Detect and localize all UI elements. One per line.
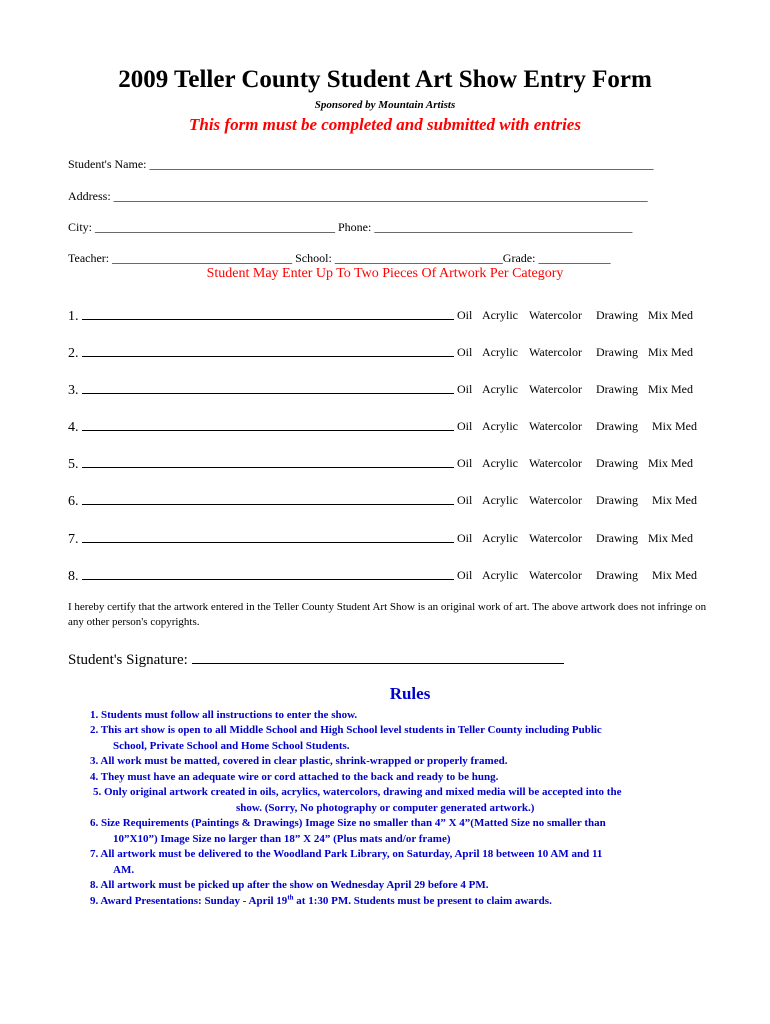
media-option[interactable]: Drawing	[596, 493, 638, 507]
media-option[interactable]: Acrylic	[482, 531, 518, 545]
address-field[interactable]: Address: _________________________________________________________________________________________	[68, 189, 648, 203]
media-option[interactable]: Mix Med	[648, 345, 693, 359]
media-option[interactable]: Drawing	[596, 345, 638, 359]
media-option[interactable]: Mix Med	[652, 493, 697, 507]
entry-row	[68, 343, 454, 362]
media-option[interactable]: Mix Med	[648, 456, 693, 470]
media-option[interactable]: Oil	[457, 493, 473, 507]
entry-number: 6.	[68, 494, 79, 509]
rule-item: 5. Only original artwork created in oils, acrylics, watercolors, drawing and mixed media will be accepted into the	[93, 786, 622, 798]
entry-number: 1.	[68, 309, 79, 324]
media-option[interactable]: Oil	[457, 531, 473, 545]
media-option[interactable]: Drawing	[596, 568, 638, 582]
submission-notice: This form must be completed and submitted with entries	[189, 115, 581, 134]
media-option[interactable]: Oil	[457, 568, 473, 582]
media-option[interactable]: Acrylic	[482, 493, 518, 507]
rule-item: School, Private School and Home School Students.	[113, 740, 350, 752]
entry-title-line[interactable]	[82, 491, 454, 505]
media-option[interactable]: Drawing	[596, 308, 638, 322]
rule-item: 2. This art show is open to all Middle School and High School level students in Teller County including Public	[90, 724, 602, 736]
rule-item: 6. Size Requirements (Paintings & Drawings) Image Size no smaller than 4” X 4”(Matted Size no smaller than	[90, 817, 606, 829]
media-option[interactable]: Watercolor	[529, 382, 583, 396]
media-option[interactable]: Acrylic	[482, 456, 518, 470]
media-option[interactable]: Mix Med	[648, 531, 693, 545]
entry-row	[68, 491, 454, 510]
media-option[interactable]: Drawing	[596, 456, 638, 470]
signature-label: Student's Signature:	[68, 652, 188, 668]
media-option[interactable]: Watercolor	[529, 531, 583, 545]
media-option[interactable]: Oil	[457, 382, 473, 396]
signature-line[interactable]	[192, 648, 564, 664]
media-option[interactable]: Mix Med	[648, 308, 693, 322]
rule-item: AM.	[113, 864, 135, 876]
certification-statement: I hereby certify that the artwork entered in the Teller County Student Art Show is an original work of art. The above artwork does not infringe on any other person's copyrights.	[68, 601, 707, 628]
rules-title: Rules	[389, 684, 431, 703]
entry-row	[68, 454, 454, 473]
rule-item: 7. All artwork must be delivered to the Woodland Park Library, on Saturday, April 18 between 10 AM and 11	[90, 848, 603, 860]
rule-item: 10”X10”) Image Size no larger than 18” X 24” (Plus mats and/or frame)	[113, 833, 451, 845]
rule-item: 4. They must have an adequate wire or cord attached to the back and ready to be hung.	[90, 771, 499, 783]
media-option[interactable]: Acrylic	[482, 345, 518, 359]
entry-title-line[interactable]	[82, 529, 454, 543]
media-option[interactable]: Acrylic	[482, 382, 518, 396]
city-phone-field[interactable]: City: ________________________________________ Phone: ___________________________________________	[68, 220, 633, 234]
rule-item: show. (Sorry, No photography or computer generated artwork.)	[236, 802, 535, 814]
media-option[interactable]: Acrylic	[482, 419, 518, 433]
media-option[interactable]: Watercolor	[529, 493, 583, 507]
entry-row	[68, 306, 454, 325]
entry-title-line[interactable]	[82, 380, 454, 394]
sponsor-line: Sponsored by Mountain Artists	[314, 99, 456, 111]
entry-row	[68, 529, 454, 548]
media-option[interactable]: Watercolor	[529, 419, 583, 433]
media-option[interactable]: Mix Med	[652, 419, 697, 433]
signature-field[interactable]	[68, 648, 564, 669]
entry-row	[68, 380, 454, 399]
rule-item: 1. Students must follow all instructions to enter the show.	[90, 709, 358, 721]
media-option[interactable]: Watercolor	[529, 568, 583, 582]
category-note: Student May Enter Up To Two Pieces Of Artwork Per Category	[206, 266, 564, 281]
rule-text: 9. Award Presentations: Sunday - April 19	[90, 895, 288, 907]
entry-row	[68, 566, 454, 585]
media-option[interactable]: Oil	[457, 345, 473, 359]
entry-title-line[interactable]	[82, 343, 454, 357]
media-option[interactable]: Watercolor	[529, 456, 583, 470]
entry-number: 3.	[68, 383, 79, 398]
media-option[interactable]: Acrylic	[482, 568, 518, 582]
teacher-school-grade-field[interactable]: Teacher: ______________________________ School: ____________________________Grade: ____________	[68, 251, 611, 265]
entry-title-line[interactable]	[82, 417, 454, 431]
media-option[interactable]: Watercolor	[529, 345, 583, 359]
media-option[interactable]: Mix Med	[652, 568, 697, 582]
media-option[interactable]: Oil	[457, 419, 473, 433]
entry-title-line[interactable]	[82, 454, 454, 468]
media-option[interactable]: Acrylic	[482, 308, 518, 322]
media-option[interactable]: Watercolor	[529, 308, 583, 322]
entry-title-line[interactable]	[82, 566, 454, 580]
form-title: 2009 Teller County Student Art Show Entry Form	[118, 66, 652, 93]
media-option[interactable]: Drawing	[596, 531, 638, 545]
entry-number: 7.	[68, 532, 79, 547]
entry-number: 2.	[68, 346, 79, 361]
media-option[interactable]: Mix Med	[648, 382, 693, 396]
rule-item	[90, 894, 552, 909]
entry-number: 5.	[68, 457, 79, 472]
media-option[interactable]: Oil	[457, 308, 473, 322]
entry-number: 8.	[68, 569, 79, 584]
rule-item: 8. All artwork must be picked up after the show on Wednesday April 29 before 4 PM.	[90, 879, 489, 891]
student-name-field[interactable]: Student's Name: ____________________________________________________________________________________	[68, 157, 654, 171]
rule-item: 3. All work must be matted, covered in clear plastic, shrink-wrapped or properly framed.	[90, 755, 508, 767]
entry-row	[68, 417, 454, 436]
rule-text: at 1:30 PM. Students must be present to claim awards.	[293, 895, 552, 907]
rule-superscript: th	[287, 893, 294, 902]
media-option[interactable]: Drawing	[596, 419, 638, 433]
entry-title-line[interactable]	[82, 306, 454, 320]
media-option[interactable]: Oil	[457, 456, 473, 470]
media-option[interactable]: Drawing	[596, 382, 638, 396]
entry-number: 4.	[68, 420, 79, 435]
